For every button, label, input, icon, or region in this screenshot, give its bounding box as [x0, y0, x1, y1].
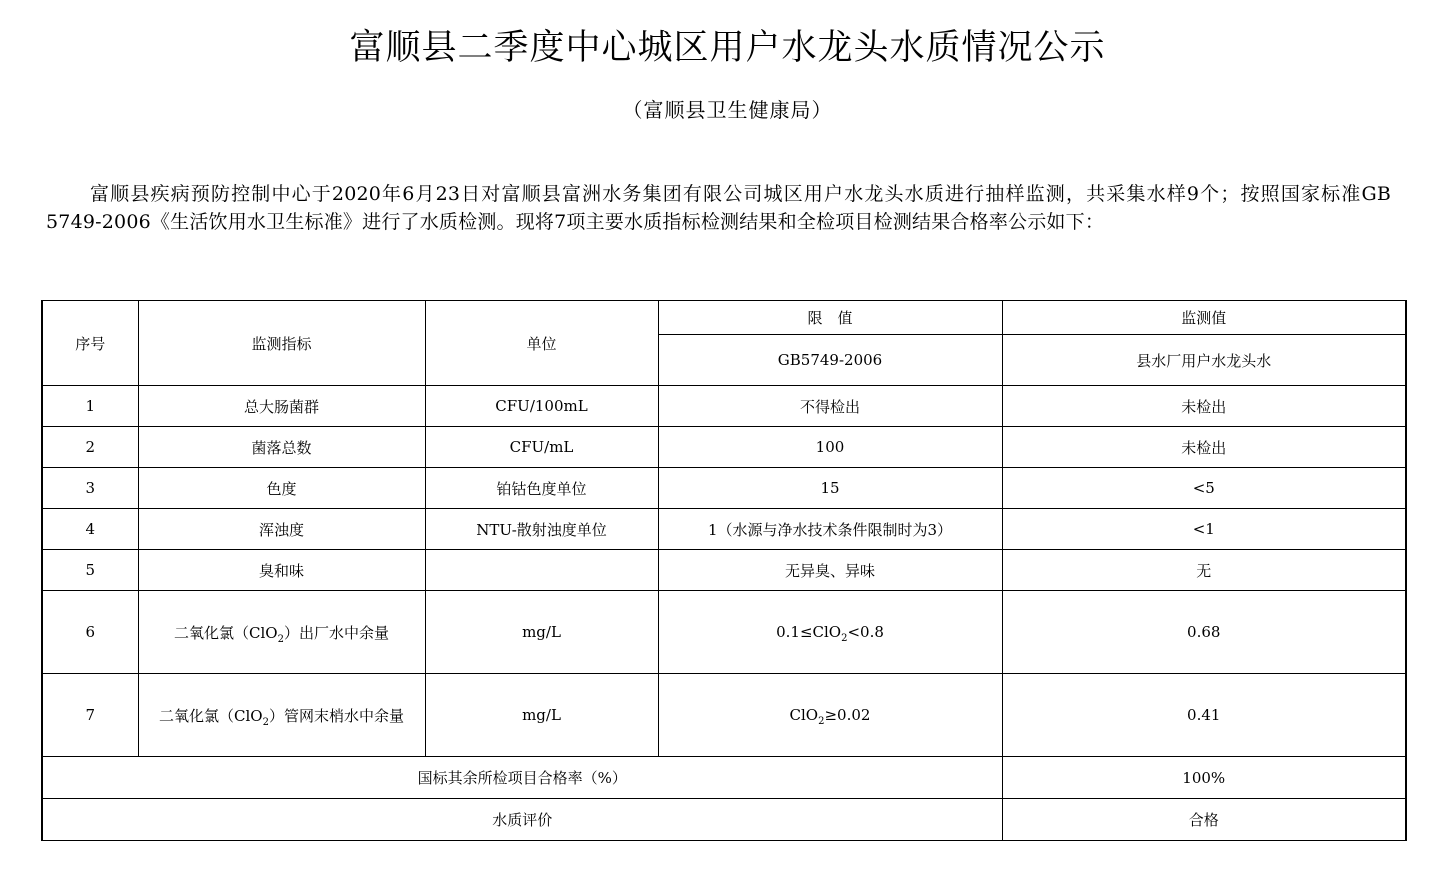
- row-limit: 100: [658, 427, 1002, 468]
- pass-rate-label: 国标其余所检项目合格率（%）: [42, 757, 1002, 799]
- row-unit: NTU-散射浊度单位: [425, 509, 658, 550]
- header-limit-group: 限 值: [658, 301, 1002, 335]
- subscript: 2: [841, 633, 848, 644]
- row-limit: 无异臭、异味: [658, 550, 1002, 591]
- row-value: <5: [1002, 468, 1406, 509]
- limit-text: 0.1≤ClO: [776, 623, 842, 641]
- limit-text: ≥0.02: [824, 706, 871, 724]
- limit-text: <0.8: [847, 623, 884, 641]
- row-unit: CFU/mL: [425, 427, 658, 468]
- row-value: 0.68: [1002, 591, 1406, 674]
- subscript: 2: [277, 633, 284, 645]
- row-indicator: 菌落总数: [138, 427, 425, 468]
- row-unit: [425, 550, 658, 591]
- row-limit: [658, 591, 1002, 674]
- evaluation-label: 水质评价: [42, 799, 1002, 841]
- row-unit: mg/L: [425, 674, 658, 757]
- intro-paragraph: 富顺县疾病预防控制中心于2020年6月23日对富顺县富洲水务集团有限公司城区用户水龙头水质进行抽样监测，共采集水样9个；按照国家标准GB 5749-2006《生活饮用水卫生标准》进行了水质检测。现将7项主要水质指标检测结果和全检项目检测结果合格率公示如下：: [46, 183, 1391, 233]
- row-limit: 不得检出: [658, 386, 1002, 427]
- table-row: [42, 591, 1406, 674]
- table-row: [42, 386, 1406, 427]
- row-seq: 5: [42, 550, 138, 591]
- row-value: 0.41: [1002, 674, 1406, 757]
- issuing-authority: （富顺县卫生健康局）: [622, 98, 833, 122]
- row-seq: 3: [42, 468, 138, 509]
- table-row: [42, 427, 1406, 468]
- row-seq: 2: [42, 427, 138, 468]
- header-unit: 单位: [425, 301, 658, 386]
- row-indicator: [138, 674, 425, 757]
- row-unit: 铂钴色度单位: [425, 468, 658, 509]
- row-value: 无: [1002, 550, 1406, 591]
- header-monitor-group: 监测值: [1002, 301, 1406, 335]
- header-monitor-source: 县水厂用户水龙头水: [1002, 335, 1406, 386]
- row-value: 未检出: [1002, 386, 1406, 427]
- row-indicator: 色度: [138, 468, 425, 509]
- indicator-text: 二氧化氯（ClO: [159, 706, 263, 725]
- row-seq: 6: [42, 591, 138, 674]
- row-limit: 1（水源与净水技术条件限制时为3）: [658, 509, 1002, 550]
- row-indicator: 总大肠菌群: [138, 386, 425, 427]
- page-title: 富顺县二季度中心城区用户水龙头水质情况公示: [349, 28, 1106, 68]
- table-row: [42, 509, 1406, 550]
- subscript: 2: [262, 716, 269, 728]
- limit-text: ClO: [789, 706, 819, 724]
- row-limit: 15: [658, 468, 1002, 509]
- header-limit-standard: GB5749-2006: [658, 335, 1002, 386]
- evaluation-value: 合格: [1002, 799, 1406, 841]
- row-unit: mg/L: [425, 591, 658, 674]
- indicator-text: ）出厂水中余量: [283, 623, 389, 642]
- row-seq: 4: [42, 509, 138, 550]
- indicator-text: ）管网末梢水中余量: [268, 706, 404, 725]
- row-indicator: 臭和味: [138, 550, 425, 591]
- footer-row: [42, 799, 1406, 841]
- table-row: [42, 468, 1406, 509]
- row-value: <1: [1002, 509, 1406, 550]
- row-unit: CFU/100mL: [425, 386, 658, 427]
- row-seq: 7: [42, 674, 138, 757]
- table-row: [42, 674, 1406, 757]
- footer-row: [42, 757, 1406, 799]
- row-indicator: [138, 591, 425, 674]
- header-row: [42, 301, 1406, 335]
- table-row: [42, 550, 1406, 591]
- row-limit: [658, 674, 1002, 757]
- row-indicator: 浑浊度: [138, 509, 425, 550]
- row-seq: 1: [42, 386, 138, 427]
- header-indicator: 监测指标: [138, 301, 425, 386]
- row-value: 未检出: [1002, 427, 1406, 468]
- pass-rate-value: 100%: [1002, 757, 1406, 799]
- subscript: 2: [818, 716, 825, 727]
- water-quality-table: [41, 300, 1407, 841]
- header-seq: 序号: [42, 301, 138, 386]
- indicator-text: 二氧化氯（ClO: [174, 623, 278, 642]
